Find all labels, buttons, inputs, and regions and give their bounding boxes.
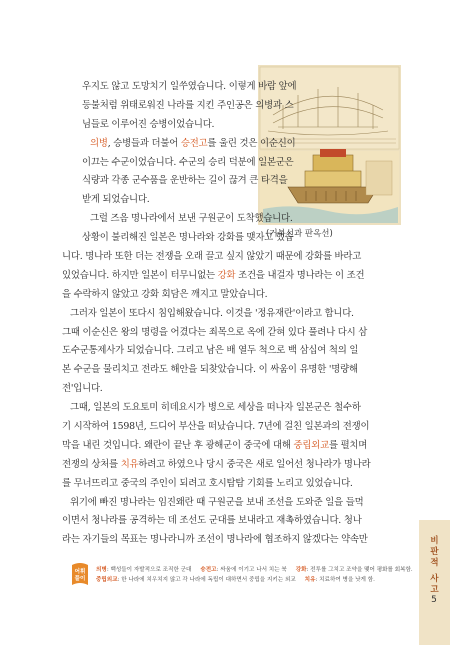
highlight-term: 중립외교 <box>293 439 329 451</box>
vocab-definition: : 싸움에 이기고 나서 치는 북 <box>216 567 287 573</box>
text-line: 전'입니다. <box>62 383 103 395</box>
text-line: 을 수락하지 않았고 강화 회담은 깨지고 말았습니다. <box>62 288 268 300</box>
text-line-with-highlights: 의병, 승병들과 더불어 승전고를 울린 것은 이순신이 <box>90 137 296 149</box>
text-line: 니다. 명나라 또한 더는 전쟁을 오래 끌고 싶지 않았기 때문에 강화를 바라고 <box>62 251 362 262</box>
text-line: 도수군통제사가 되었습니다. 그리고 남은 배 열두 척으로 백 삼십여 척의 일 <box>62 345 359 357</box>
side-tab-char: 비 <box>430 536 439 546</box>
highlight-term: 의병 <box>90 137 108 149</box>
body-text-wide <box>62 248 400 550</box>
highlight-term: 강화 <box>217 269 236 281</box>
svg-text:풀이: 풀이 <box>74 576 86 582</box>
side-tab-char: 적 <box>430 558 439 568</box>
text-line-with-highlights: 있었습니다. 하지만 일본이 터무니없는 강화 조건을 내걸자 명나라는 이 조건 <box>62 269 365 281</box>
vocab-term: 강화 <box>295 567 307 573</box>
side-tab-char: 고 <box>430 585 439 595</box>
text-line: 기 시작하여 1598년, 드디어 부산을 떠났습니다. 7년에 걸친 일본과의 전쟁이 <box>62 421 370 433</box>
figure-caption: (거북선과 판옥선) <box>266 229 333 239</box>
text-line: 등불처럼 위태로워진 나라를 지킨 주인공은 의병과 스 <box>82 99 294 111</box>
section-side-tab <box>419 520 450 645</box>
vocab-term: 중립외교 <box>96 577 118 583</box>
text-line: 받게 되었습니다. <box>82 194 150 206</box>
vocab-definition: : 전투를 그치고 조약을 맺어 평화를 회복함. <box>306 567 413 573</box>
highlight-term: 승전고 <box>180 137 208 149</box>
vocabulary-badge-icon <box>70 561 90 587</box>
vocab-term: 승전고 <box>200 567 217 573</box>
side-tab-char: 판 <box>430 547 439 557</box>
svg-text:어휘: 어휘 <box>74 569 86 575</box>
highlight-term: 치유 <box>120 458 139 470</box>
vocabulary-box <box>70 561 420 589</box>
vocab-definition: : 백성들이 자발적으로 조직한 군대 <box>106 567 192 573</box>
vocab-definition: : 한 나라에 치우치지 않고 각 나라에 독립이 대하면서 중립을 지키는 외교 <box>117 577 296 583</box>
text-line: 님들로 이루어진 승병이었습니다. <box>82 118 215 130</box>
text-line: 를 무너뜨리고 중국의 주인이 되려고 호시탐탐 기회를 노리고 있었습니다. <box>62 477 353 489</box>
text-line: 위기에 빠진 명나라는 임진왜란 때 구원군을 보내 조선을 도와준 일을 들먹 <box>70 496 364 508</box>
text-line: 우지도 않고 도망치기 일쑤였습니다. 이렇게 바람 앞에 <box>82 81 297 92</box>
vocabulary-row <box>96 575 375 583</box>
text-line-with-highlights: 막을 내린 것입니다. 왜란이 끝난 후 광해군이 중국에 대해 중립외교를 펼치며 <box>62 439 368 451</box>
side-tab-char: 사 <box>430 574 439 584</box>
vocabulary-row <box>96 565 413 573</box>
text-line-with-highlights: 전쟁의 상처를 치유하려고 하였으나 당시 중국은 새로 일어선 청나라가 명나라 <box>62 458 371 470</box>
text-line: 그때 이순신은 왕의 명령을 어겼다는 죄목으로 옥에 갇혀 있다 풀려나 다시 삼 <box>62 326 368 338</box>
text-line: 그러자 일본이 또다시 침입해왔습니다. 이것을 '정유재란'이라고 합니다. <box>70 307 354 319</box>
text-line: 식량과 각종 군수품을 운반하는 길이 끊겨 큰 타격을 <box>82 175 288 187</box>
vocab-definition: : 치료하여 병을 낫게 함. <box>315 577 375 583</box>
body-text <box>82 78 400 248</box>
vocab-term: 치유 <box>304 577 316 583</box>
text-line: 상황이 불리해진 일본은 명나라와 강화를 맺자고 했습 <box>82 232 294 244</box>
text-line: 이끄는 수군이었습니다. 수군의 승리 덕분에 일본군은 <box>82 156 294 168</box>
side-tab-label <box>419 536 450 596</box>
page-number: 5 <box>431 595 437 605</box>
text-line: 라는 자기들의 목표는 명나라니까 조선이 명나라에 협조하지 않겠다는 약속만 <box>62 534 368 546</box>
vocab-term: 의병 <box>96 567 107 573</box>
text-line: 그럴 즈음 명나라에서 보낸 구원군이 도착했습니다. <box>90 213 293 225</box>
text-line: 그때, 일본의 도요토미 히데요시가 병으로 세상을 떠나자 일본군은 철수하 <box>70 402 361 414</box>
text-line: 이면서 청나라를 공격하는 데 조선도 군대를 보내라고 재촉하였습니다. 청나 <box>62 515 362 527</box>
text-line: 본 수군을 물리치고 전라도 해안을 되찾았습니다. 이 싸움이 유명한 '명량해 <box>62 364 358 376</box>
